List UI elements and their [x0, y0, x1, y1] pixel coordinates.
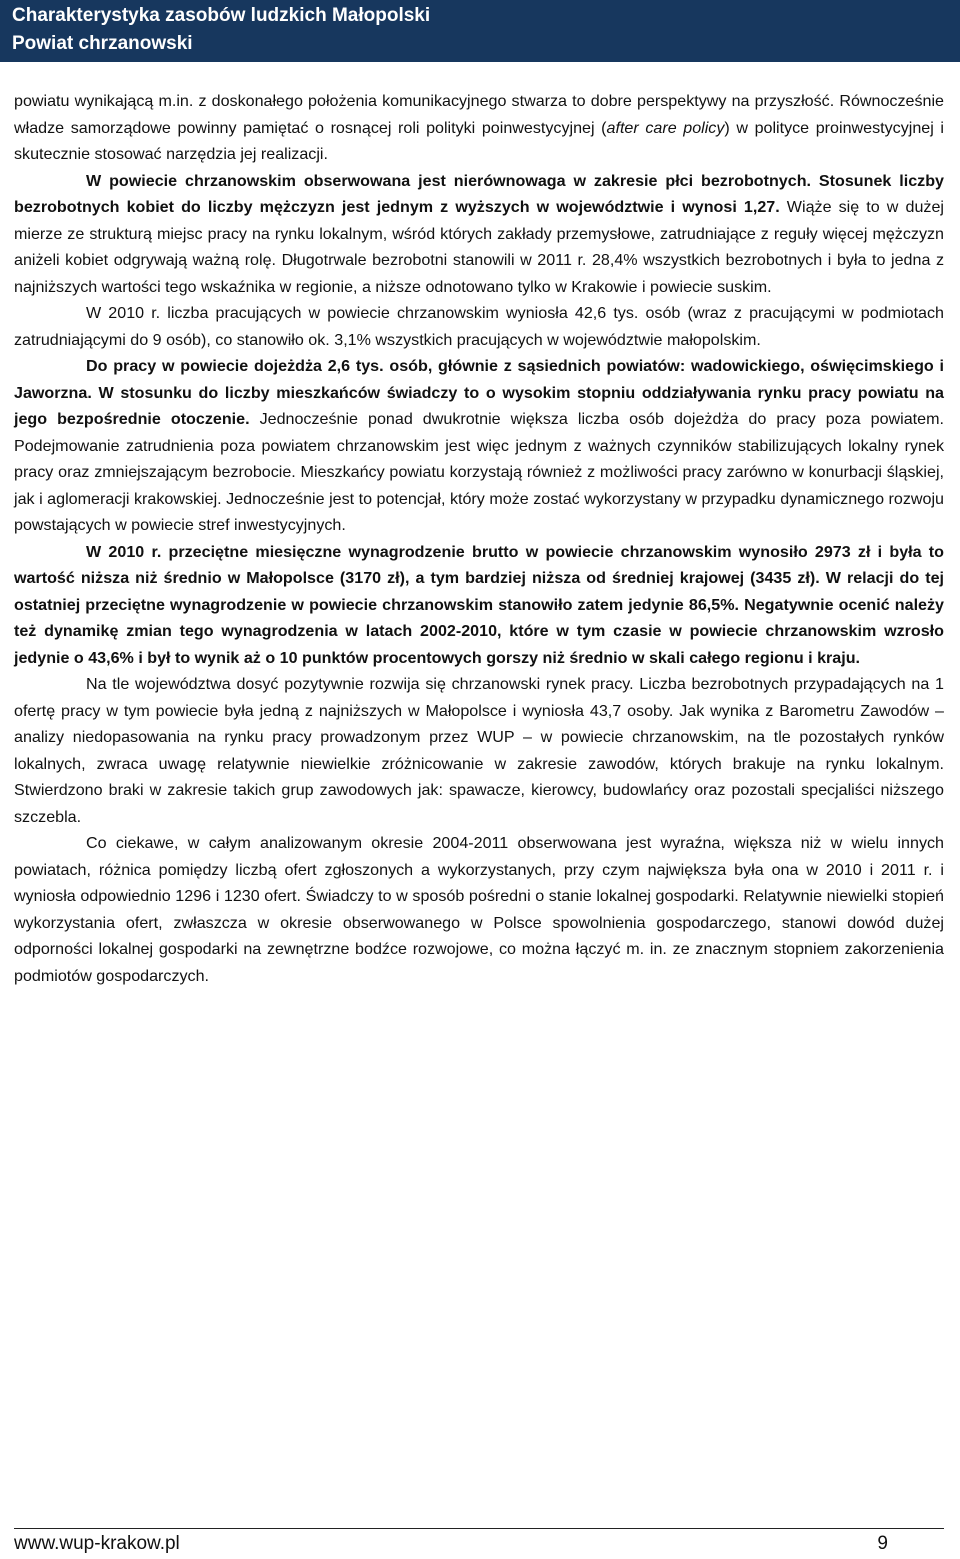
page-footer [14, 1528, 944, 1558]
page-number: 9 [877, 1533, 888, 1554]
document-body [14, 88, 944, 989]
paragraph-4 [14, 353, 944, 539]
paragraph-6: Na tle województwa dosyć pozytywnie rozwija się chrzanowski rynek pracy. Liczba bezrobotnych przypadających na 1 ofertę pracy w tym powiecie była jedną z najniższych w Małopolsce i wyniosła 43,7 osoby. Jak wynika z Barometru Zawodów – analizy niedopasowania na rynku pracy prowadzonym przez WUP – w powiecie chrzanowskim, na tle pozostałych rynków lokalnych, zwraca uwagę relatywnie niewielkie zróżnicowanie w zakresie zawodów, których brakuje na rynku lokalnym. Stwierdzono braki w zakresie takich grup zawodowych jak: spawacze, kierowcy, budowlańcy oraz pozostali specjaliści niższego szczebla. [14, 675, 944, 826]
paragraph-1 [14, 88, 944, 168]
header-title: Charakterystyka zasobów ludzkich Małopolski [12, 5, 431, 26]
paragraph-2-text: Wiąże się to w dużej mierze ze strukturą miejsc pracy na rynku lokalnym, wśród których zakłady przemysłowe, zatrudniające z reguły więcej mężczyzn aniżeli kobiet odgrywają ważną rolę. Długotrwale bezrobotni stanowili w 2011 r. 28,4% wszystkich bezrobotnych i była to jedna z najniższych wartości tego wskaźnika w regionie, a niższe odnotowano tylko w Krakowie i powiecie suskim. [14, 198, 944, 296]
footer-url: www.wup-krakow.pl [14, 1533, 180, 1554]
paragraph-4-text: Jednocześnie ponad dwukrotnie większa liczba osób dojeżdża do pracy poza powiatem. Podejmowanie zatrudnienia poza powiatem chrzanowskim jest więc jednym z ważnych czynników stabilizujących lokalny rynek pracy oraz zmniejszającym bezrobocie. Mieszkańcy powiatu korzystają również z możliwości pracy zarówno w konurbacji śląskiej, jak i aglomeracji krakowskiej. Jednocześnie jest to potencjał, który może zostać wykorzystany w przypadku dynamicznego rozwoju powstających w powiecie stref inwestycyjnych. [14, 410, 944, 534]
paragraph-3: W 2010 r. liczba pracujących w powiecie chrzanowskim wyniosła 42,6 tys. osób (wraz z pracującymi w podmiotach zatrudniającymi do 9 osób), co stanowiło ok. 3,1% wszystkich pracujących w województwie małopolskim. [14, 304, 944, 349]
paragraph-5-bold: W 2010 r. przeciętne miesięczne wynagrodzenie brutto w powiecie chrzanowskim wynosiło 2973 zł i była to wartość niższa niż średnio w Małopolsce (3170 zł), a tym bardziej niższa od średniej krajowej (3435 zł). W relacji do tej ostatniej przeciętne wynagrodzenie w powiecie chrzanowskim stanowiło zatem jedynie 86,5%. Negatywnie ocenić należy też dynamikę zmian tego wynagrodzenia w latach 2002-2010, które w tym czasie w powiecie chrzanowskim wzrosło jedynie o 43,6% i był to wynik aż o 10 punktów procentowych gorszy niż średnio w skali całego regionu i kraju. [14, 542, 944, 667]
paragraph-1-italic: after care policy [606, 118, 725, 137]
paragraph-4-bold: Do pracy w powiecie dojeżdża 2,6 tys. osób, głównie z sąsiednich powiatów: wadowickiego, oświęcimskiego i Jaworzna. W stosunku do liczby mieszkańców świadczy to o wysokim stopniu oddziaływania rynku pracy powiatu na jego bezpośrednie otoczenie. [14, 357, 944, 428]
paragraph-2-bold: W powiecie chrzanowskim obserwowana jest nierównowaga w zakresie płci bezrobotnych. Stosunek liczby bezrobotnych kobiet do liczby mężczyzn jest jednym z wyższych w województwie i wynosi 1,27. [14, 171, 944, 216]
paragraph-1-text-a: powiatu wynikającą m.in. z doskonałego położenia komunikacyjnego stwarza to dobre perspektywy na przyszłość. Równocześnie władze samorządowe powinny pamiętać o rosnącej roli polityki poinwestycyjnej ( [14, 92, 944, 137]
paragraph-2 [14, 168, 944, 301]
page-header [0, 0, 960, 62]
paragraph-1-text-b: ) w polityce proinwestycyjnej i skutecznie stosować narzędzia jej realizacji. [14, 118, 944, 163]
paragraph-5 [14, 539, 944, 672]
header-subtitle: Powiat chrzanowski [12, 33, 193, 54]
paragraph-7: Co ciekawe, w całym analizowanym okresie 2004-2011 obserwowana jest wyraźna, większa niż w wielu innych powiatach, różnica pomiędzy liczbą ofert zgłoszonych a wykorzystanych, przy czym największa była ona w 2010 i 2011 r. i wyniosła odpowiednio 1296 i 1230 ofert. Świadczy to w sposób pośredni o stanie lokalnej gospodarki. Relatywnie niewielki stopień wykorzystania ofert, zwłaszcza w okresie obserwowanego w Polsce spowolnienia gospodarczego, stanowi dowód dużej odporności lokalnej gospodarki na zewnętrzne bodźce rozwojowe, co można łączyć m. in. ze znacznym stopniem zakorzenienia podmiotów gospodarczych. [14, 834, 944, 985]
